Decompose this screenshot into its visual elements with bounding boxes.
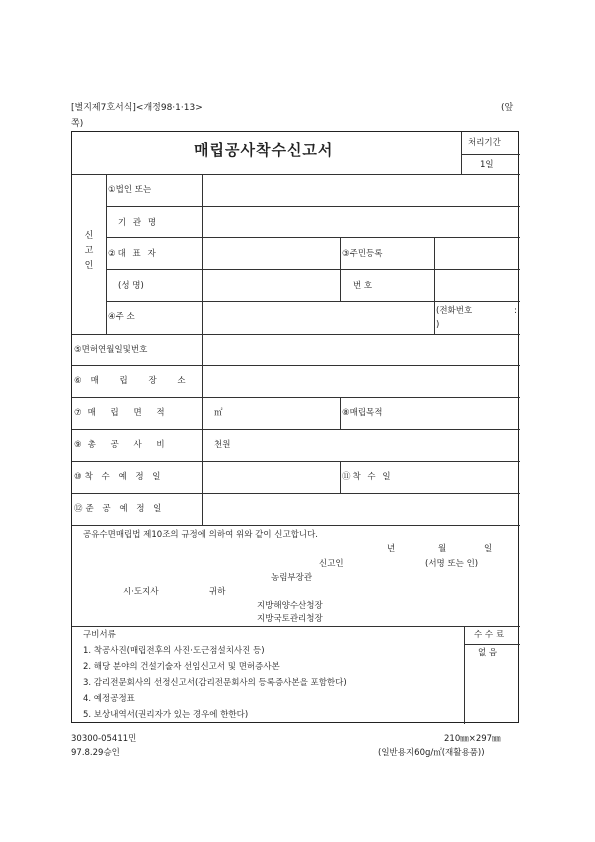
- page-side-label-bottom: 쪽): [71, 119, 84, 129]
- phone-close-right: :: [514, 306, 517, 316]
- date-year: 년: [387, 544, 396, 554]
- form-code: 30300-05411민: [71, 734, 137, 744]
- phone-label: (전화번호: [436, 306, 473, 316]
- start-date-label: ⑩착 수 예 정 일: [74, 472, 164, 482]
- license-no-label: ⑤면허연월일및번호: [74, 345, 148, 355]
- divider: [202, 174, 203, 525]
- attachment-item: 3. 감리전문회사의 선정신고서(감리전문회사의 등록증사본을 포함한다): [83, 678, 347, 688]
- corp-name-label: ①법인 또는: [108, 185, 152, 195]
- processing-period-label: 처리기간: [468, 138, 501, 148]
- processing-period-value: 1일: [480, 160, 494, 170]
- signature-label: (서명 또는 인): [425, 559, 479, 569]
- recipient-maritime: 지방해양수산청장: [257, 601, 323, 611]
- divider: [340, 461, 341, 493]
- resident-no-label-2: 번 호: [353, 281, 373, 291]
- divider: [72, 493, 520, 494]
- attachment-item: 1. 착공사진(매립전후의 사진·도근점설치사진 등): [83, 646, 265, 656]
- fee-value: 없 음: [478, 648, 498, 658]
- completion-date-label: ⑫준 공 예 정 일: [74, 504, 165, 514]
- divider: [340, 397, 341, 429]
- representative-label-2: (성 명): [118, 281, 144, 291]
- phone-close-bottom: ): [436, 320, 440, 330]
- reclaim-site-label: ⑥매 립 장 소: [74, 376, 195, 386]
- reclaim-purpose-label: ⑧매립목적: [342, 408, 383, 418]
- divider: [72, 525, 520, 526]
- form-number: [별지제7호서식]<개정98·1·13>: [71, 103, 203, 113]
- divider: [464, 626, 465, 724]
- resident-no-label: ③주민등록: [342, 249, 383, 259]
- declaration-form: [71, 131, 519, 723]
- attachment-item: 4. 예정공정표: [83, 694, 135, 704]
- corp-name-label-2: 기 관 명: [118, 218, 159, 228]
- date-month: 월: [438, 544, 447, 554]
- recipient-ministry: 농림부장관: [271, 573, 313, 583]
- attachments-label: 구비서류: [83, 630, 116, 640]
- divider: [72, 461, 520, 462]
- divider: [106, 237, 520, 238]
- declaration-statement: 공유수면매립법 제10조의 규정에 의하여 위와 같이 신고합니다.: [83, 530, 319, 540]
- fee-label: 수 수 료: [474, 630, 505, 640]
- approval-date: 97.8.29승인: [71, 748, 120, 758]
- attachment-item: 2. 해당 분야의 건설기술자 선임신고서 및 면허증사본: [83, 662, 280, 672]
- attachment-item: 5. 보상내역서(권리자가 있는 경우에 한한다): [83, 710, 249, 720]
- divider: [340, 237, 341, 301]
- divider: [434, 301, 435, 334]
- paper-type: (일반용지60g/㎡(재활용품)): [378, 748, 485, 758]
- divider: [72, 626, 520, 627]
- divider: [72, 397, 520, 398]
- date-day: 일: [484, 544, 493, 554]
- applicant-sign-label: 신고인: [319, 559, 344, 569]
- paper-size: 210㎜×297㎜: [444, 734, 501, 744]
- divider: [106, 301, 520, 302]
- recipient-land: 지방국토관리청장: [257, 614, 323, 624]
- divider: [106, 206, 520, 207]
- divider: [72, 334, 520, 335]
- start-date-actual-label: ⑪착 수 일: [342, 472, 393, 482]
- honorific: 귀하: [209, 587, 226, 597]
- divider: [461, 154, 520, 155]
- applicant-group-label: 신고인: [84, 231, 94, 271]
- representative-label: ②대 표 자: [108, 249, 158, 259]
- form-title: 매립공사착수신고서: [194, 141, 334, 159]
- divider: [72, 174, 520, 175]
- divider: [464, 644, 520, 645]
- reclaim-area-label: ⑦매 립 면 적: [74, 408, 171, 418]
- divider: [434, 237, 435, 301]
- page-side-label-top: (앞: [501, 103, 514, 113]
- cost-unit: 천원: [214, 440, 231, 450]
- divider: [106, 174, 107, 334]
- recipient-governor: 시·도지사: [123, 587, 159, 597]
- divider: [461, 132, 462, 174]
- total-cost-label: ⑨총 공 사 비: [74, 440, 171, 450]
- divider: [72, 365, 520, 366]
- divider: [72, 429, 520, 430]
- area-unit: ㎡: [214, 408, 223, 418]
- address-label: ④주 소: [108, 312, 135, 322]
- divider: [106, 269, 520, 270]
